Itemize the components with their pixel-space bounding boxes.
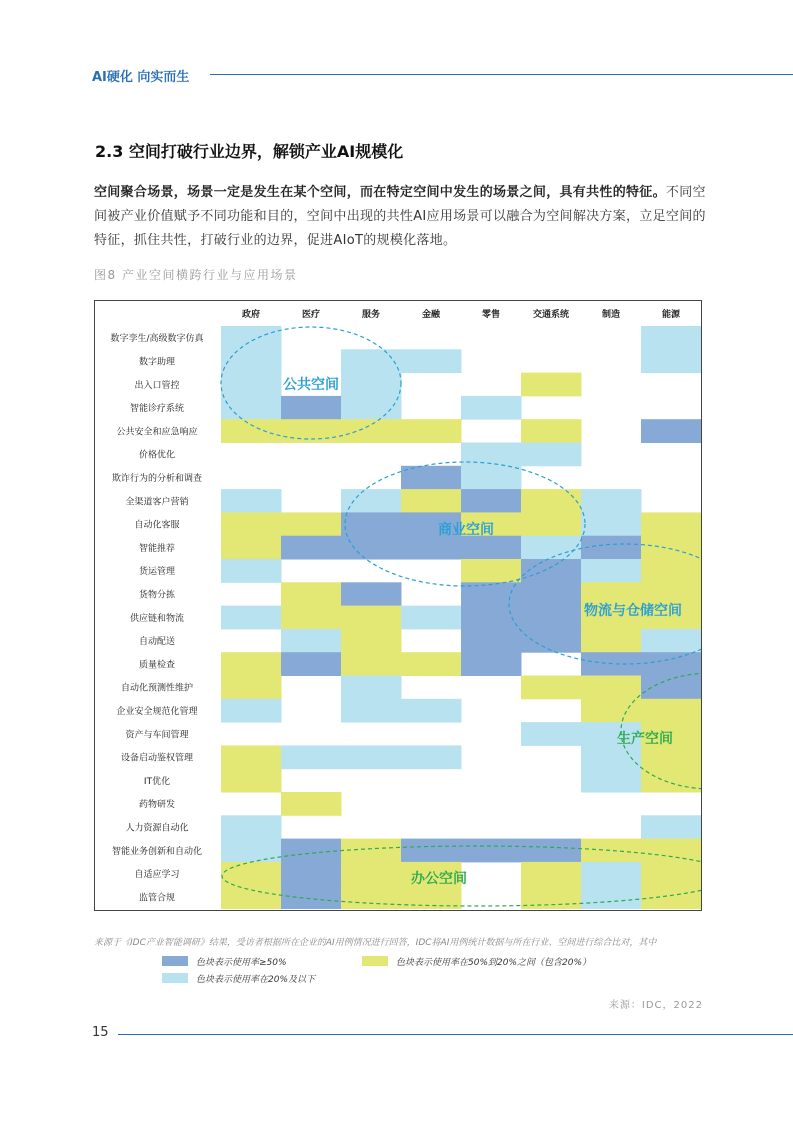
space-label: 生产空间 [617, 731, 673, 747]
heatmap-cell [521, 559, 582, 583]
row-label: 自动配送 [138, 637, 176, 648]
row-label: IT优化 [143, 776, 171, 787]
heatmap-cell [221, 862, 282, 886]
heatmap-cell [221, 769, 282, 793]
heatmap-cell [281, 862, 342, 886]
heatmap-cell [221, 489, 282, 513]
heatmap-cell [641, 815, 701, 839]
heatmap-cell [221, 885, 282, 909]
heatmap-cell [341, 489, 402, 513]
header-rule [210, 74, 793, 75]
heatmap-cell [581, 885, 642, 909]
heatmap-cell [341, 582, 402, 606]
heatmap-cell [401, 489, 462, 513]
heatmap-cell [641, 862, 701, 886]
heatmap-cell [521, 839, 582, 863]
heatmap-cell [641, 326, 701, 350]
heatmap-cell [581, 676, 642, 700]
heatmap-cell [221, 815, 282, 839]
heatmap-cell [581, 559, 642, 583]
page-number: 15 [92, 1025, 109, 1040]
heatmap-cell [281, 885, 342, 909]
heatmap-cell [581, 862, 642, 886]
heatmap-cell [221, 512, 282, 536]
heatmap-cell [281, 652, 342, 676]
heatmap-cell [581, 769, 642, 793]
row-label: 自动化预测性维护 [120, 683, 194, 694]
heatmap-cell [281, 396, 342, 420]
heatmap-cell [401, 699, 462, 723]
column-header: 制造 [601, 310, 621, 320]
footer-rule [118, 1034, 793, 1035]
heatmap-cell [521, 512, 582, 536]
section-title: 2.3 空间打破行业边界，解锁产业AI规模化 [95, 142, 404, 161]
legend-mid: 色块表示使用率在50%到20%之间（包含20%） [396, 958, 592, 968]
heatmap-cell [641, 745, 701, 769]
heatmap-cell [641, 419, 701, 443]
heatmap-cell [221, 559, 282, 583]
body-paragraph [94, 181, 706, 253]
row-label: 货物分拣 [138, 590, 176, 601]
paragraph-text: 不同空间被产业价值赋予不同功能和目的，空间中出现的共性AI应用场景可以融合为空间解决方案，立足空间的特征，抓住共性，打破行业的边界，促进AIoT的规模化落地。 [94, 185, 706, 248]
heatmap-cell [341, 676, 402, 700]
legend-swatch-low [162, 973, 188, 983]
row-label: 智能推荐 [138, 543, 176, 554]
space-label: 办公空间 [411, 871, 467, 887]
heatmap-cell [341, 699, 402, 723]
heatmap-cell [641, 769, 701, 793]
heatmap-cell [221, 652, 282, 676]
row-label: 自动化客服 [134, 520, 180, 531]
heatmap-cell [521, 885, 582, 909]
row-label: 质量检查 [138, 660, 176, 671]
heatmap-cell [341, 396, 402, 420]
heatmap-chart [94, 300, 702, 911]
heatmap-cell [281, 629, 342, 653]
row-label: 人力资源自动化 [125, 823, 189, 834]
heatmap-cell [461, 466, 522, 490]
heatmap-cell [641, 512, 701, 536]
source-line: 来源：IDC，2022 [608, 1000, 703, 1011]
heatmap-cell [221, 326, 282, 350]
heatmap-cell [221, 349, 282, 373]
heatmap-cell [521, 373, 582, 397]
column-header: 服务 [361, 310, 381, 320]
figure-title: 图8 产业空间横跨行业与应用场景 [94, 268, 298, 282]
heatmap-cell [461, 489, 522, 513]
heatmap-cell [641, 536, 701, 560]
column-header: 交通系统 [532, 310, 570, 320]
space-label: 商业空间 [438, 522, 494, 538]
row-label: 货运管理 [138, 567, 176, 578]
column-header: 政府 [241, 310, 261, 320]
heatmap-cell [221, 373, 282, 397]
heatmap-cell [281, 839, 342, 863]
heatmap-cell [521, 582, 582, 606]
heatmap-cell [401, 885, 462, 909]
heatmap-cell [341, 885, 402, 909]
row-label: 自适应学习 [134, 870, 180, 881]
heatmap-cell [581, 745, 642, 769]
heatmap-cell [341, 629, 402, 653]
heatmap-svg [95, 301, 701, 910]
legend-low: 色块表示使用率在20%及以下 [196, 975, 316, 985]
heatmap-cell [521, 536, 582, 560]
legend-swatch-mid [362, 956, 388, 966]
heatmap-cell [341, 536, 402, 560]
heatmap-cell [641, 629, 701, 653]
heatmap-cell [641, 699, 701, 723]
heatmap-cell [461, 559, 522, 583]
heatmap-cell [581, 536, 642, 560]
heatmap-cell [221, 839, 282, 863]
heatmap-cell [641, 349, 701, 373]
column-header: 医疗 [301, 310, 321, 320]
heatmap-cell [401, 466, 462, 490]
row-label: 设备启动鉴权管理 [120, 753, 194, 764]
heatmap-cell [521, 606, 582, 630]
heatmap-cell [341, 862, 402, 886]
heatmap-cell [521, 419, 582, 443]
row-label: 资产与车间管理 [125, 730, 189, 741]
heatmap-cell [341, 373, 402, 397]
heatmap-cell [521, 489, 582, 513]
heatmap-cell [341, 419, 402, 443]
row-label: 智能诊疗系统 [129, 404, 185, 415]
heatmap-cell [281, 745, 342, 769]
heatmap-cell [581, 629, 642, 653]
running-header: AI硬化 向实而生 [92, 70, 190, 85]
heatmap-cell [341, 745, 402, 769]
heatmap-cell [461, 443, 522, 467]
row-label: 供应链和物流 [129, 613, 185, 624]
heatmap-cell [281, 536, 342, 560]
heatmap-cell [521, 443, 582, 467]
heatmap-cell [401, 606, 462, 630]
heatmap-cell [401, 839, 462, 863]
column-header: 零售 [481, 310, 501, 320]
row-label: 全渠道客户营销 [125, 497, 189, 508]
row-label: 欺诈行为的分析和调查 [111, 473, 203, 484]
heatmap-cell [641, 839, 701, 863]
row-label: 数字助理 [138, 357, 176, 368]
heatmap-cell [581, 489, 642, 513]
heatmap-cell [521, 862, 582, 886]
heatmap-cell [581, 512, 642, 536]
heatmap-cell [401, 419, 462, 443]
heatmap-cell [461, 839, 522, 863]
heatmap-cell [461, 536, 522, 560]
heatmap-cell [401, 536, 462, 560]
paragraph-lead: 空间聚合场景，场景一定是发生在某个空间，而在特定空间中发生的场景之间，具有共性的特征。 [94, 185, 666, 200]
heatmap-cell [221, 676, 282, 700]
row-label: 数字孪生/高级数字仿真 [110, 334, 204, 345]
heatmap-cell [341, 512, 402, 536]
heatmap-cell [401, 745, 462, 769]
row-label: 监管合规 [138, 893, 176, 904]
heatmap-cell [221, 699, 282, 723]
heatmap-cell [341, 349, 402, 373]
heatmap-cell [461, 629, 522, 653]
heatmap-cell [281, 512, 342, 536]
row-label: 药物研发 [138, 800, 176, 811]
heatmap-cell [521, 629, 582, 653]
column-header: 能源 [661, 310, 681, 320]
legend-swatch-high [162, 956, 188, 966]
legend-high: 色块表示使用率≥50% [196, 958, 287, 968]
heatmap-cell [281, 792, 342, 816]
column-header: 金融 [421, 310, 441, 320]
heatmap-cell [281, 582, 342, 606]
figure-note: 来源于《IDC产业智能调研》结果，受访者根据所在企业的AI用例情况进行回答，IDC将AI用例统计数据与所在行业、空间进行综合比对，其中 [94, 938, 657, 948]
heatmap-cell [401, 349, 462, 373]
row-label: 出入口管控 [134, 380, 180, 391]
heatmap-cell [641, 559, 701, 583]
heatmap-cell [641, 885, 701, 909]
heatmap-cell [641, 652, 701, 676]
row-label: 企业安全规范化管理 [116, 706, 198, 717]
heatmap-cell [521, 722, 582, 746]
space-label: 物流与仓储空间 [584, 603, 682, 619]
heatmap-cell [221, 606, 282, 630]
heatmap-cell [401, 652, 462, 676]
heatmap-cell [341, 652, 402, 676]
heatmap-cell [221, 536, 282, 560]
row-label: 公共安全和应急响应 [116, 427, 198, 438]
heatmap-cell [221, 745, 282, 769]
heatmap-cell [341, 606, 402, 630]
heatmap-cell [461, 396, 522, 420]
space-label: 公共空间 [283, 377, 339, 393]
row-label: 价格优化 [138, 450, 176, 461]
heatmap-cell [281, 606, 342, 630]
heatmap-cell [461, 652, 522, 676]
heatmap-cell [581, 839, 642, 863]
heatmap-cell [521, 676, 582, 700]
heatmap-cell [221, 419, 282, 443]
row-label: 智能业务创新和自动化 [111, 846, 203, 857]
